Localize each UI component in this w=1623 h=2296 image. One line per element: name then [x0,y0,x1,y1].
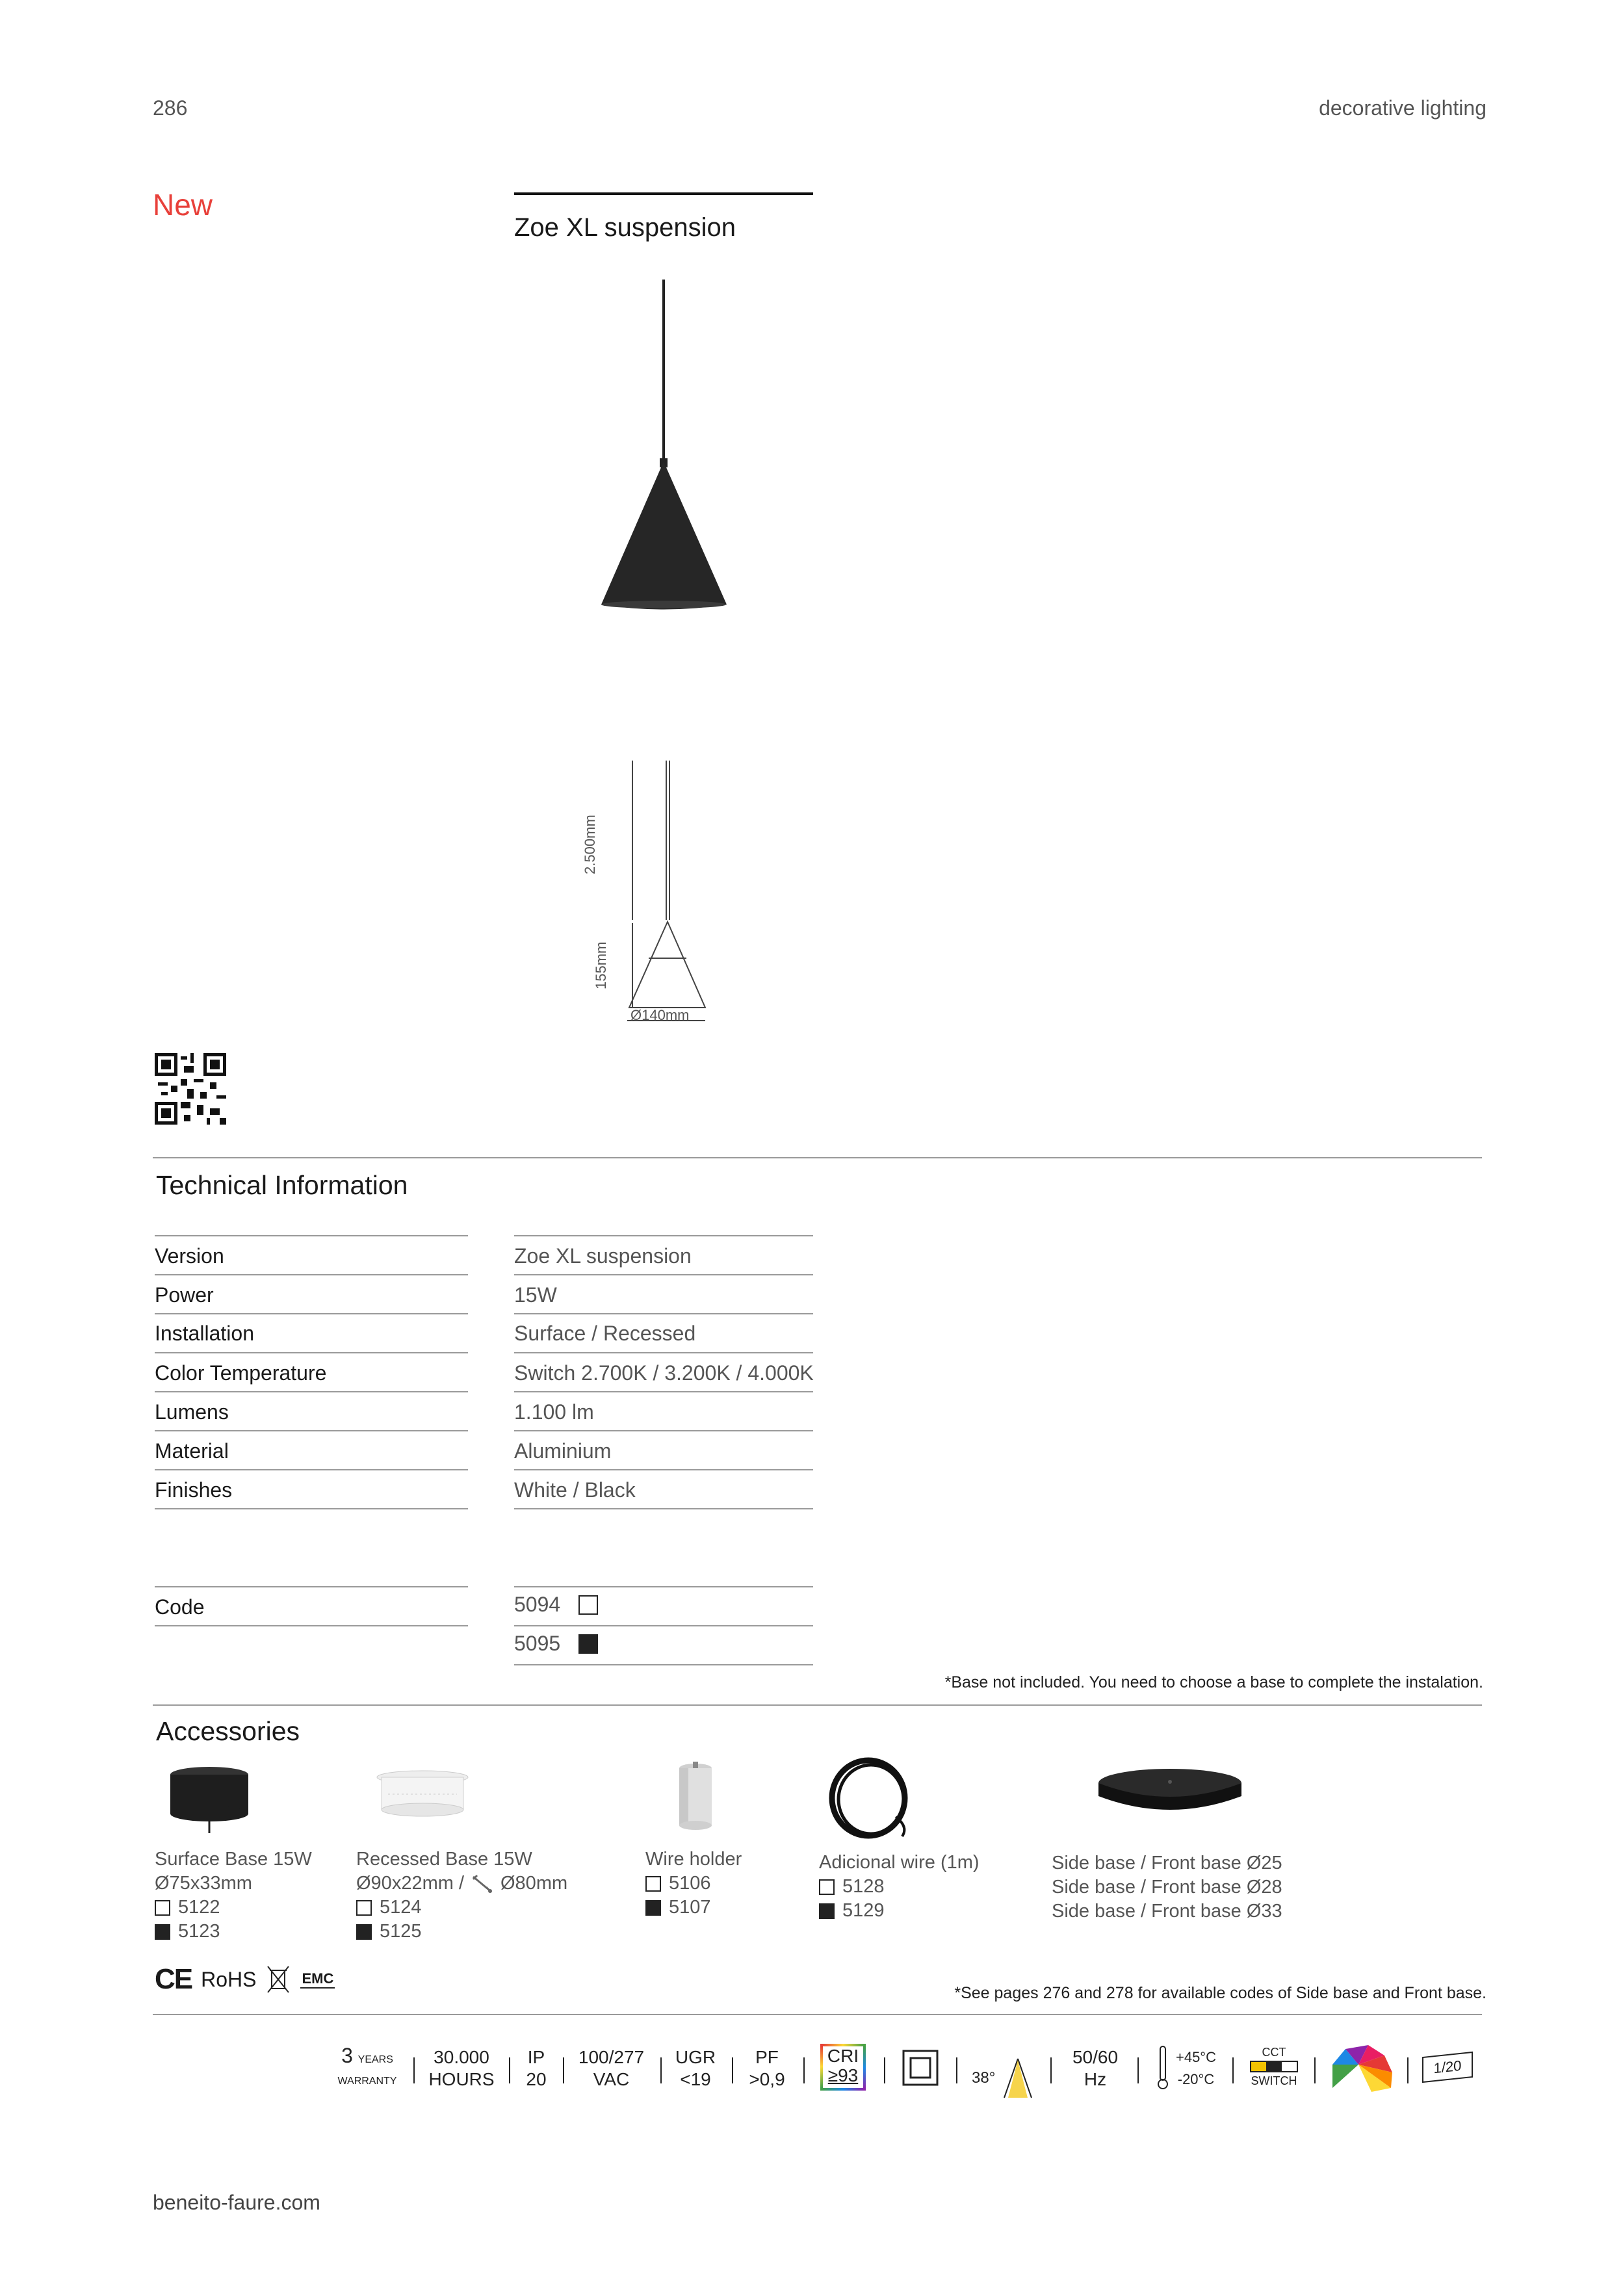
code-row [819,1899,980,1923]
temp-min: -20°C [1177,2071,1215,2087]
spec-label: Version [155,1244,224,1268]
cct-switch-label: SWITCH [1251,2074,1297,2087]
code-number: 5106 [669,1873,711,1894]
temp-max: +45°C [1175,2049,1216,2065]
cct-switch-icon [1250,2061,1298,2072]
separator [803,2057,805,2083]
separator [884,2057,885,2083]
beam-value: 38° [972,2069,996,2087]
surface-base-info [155,1847,312,1944]
code-row [155,1896,312,1920]
dims-text: Ø90x22mm / [356,1873,464,1894]
product-image [585,273,741,611]
black-finish-swatch [155,1924,170,1940]
base-note: *Base not included. You need to choose a base to complete the instalation. [944,1673,1483,1691]
frequency-value: 50/60 [1072,2047,1119,2067]
hours-number: 30.000 [434,2047,489,2067]
pf-label: PF [755,2047,779,2067]
code-number: 5095 [514,1632,561,1655]
wire-coil-image [824,1755,915,1843]
wire-holder-image [673,1762,718,1833]
separator [1407,2057,1409,2083]
ugr-value: <19 [680,2069,711,2089]
ugr-badge [669,2046,721,2091]
separator [956,2057,957,2083]
spec-value: White / Black [514,1478,636,1502]
code-row [819,1875,980,1899]
accessory-line: Side base / Front base Ø28 [1052,1877,1282,1898]
spec-label: Finishes [155,1478,233,1502]
white-finish-swatch [578,1595,598,1615]
spec-value: Switch 2.700K / 3.200K / 4.000K [514,1361,814,1385]
spec-rule [514,1391,813,1392]
white-finish-swatch [645,1876,661,1892]
voltage-badge [571,2046,652,2091]
recessed-base-info [356,1847,567,1944]
weee-bin-icon [265,1964,291,1995]
color-fan-icon [1326,2041,1397,2093]
separator [509,2057,510,2083]
new-badge: New [153,188,213,222]
beam-angle [972,2057,1050,2099]
pack-box-icon [1422,2052,1473,2083]
spec-rule [514,1469,813,1470]
spec-label: Installation [155,1322,254,1345]
pages-note: *See pages 276 and 278 for available codes of Side base and Front base. [954,1984,1487,2002]
class-ii-icon [902,2050,939,2086]
spec-label: Lumens [155,1400,229,1424]
black-finish-swatch [819,1903,835,1919]
voltage-unit: VAC [593,2069,630,2089]
black-finish-swatch [356,1924,372,1940]
website-link[interactable]: beneito-faure.com [153,2191,320,2214]
white-finish-swatch [155,1900,170,1916]
spec-rule [155,1391,468,1392]
code-number: 5107 [669,1897,711,1918]
separator [1314,2057,1316,2083]
white-finish-swatch [356,1900,372,1916]
spec-label: Color Temperature [155,1361,327,1385]
side-base-info [1052,1851,1282,1924]
voltage-value: 100/277 [578,2047,645,2067]
code-row [356,1896,567,1920]
accessory-name: Recessed Base 15W [356,1849,532,1870]
wire-holder-info [645,1847,742,1920]
spec-rule [155,1313,468,1314]
warranty-badge [335,2046,400,2091]
code-black [514,1632,598,1656]
thermometer-icon [1156,2045,1170,2091]
temperature-range [1170,2046,1222,2091]
spec-label: Power [155,1283,214,1307]
separator [1232,2057,1234,2083]
code-label: Code [155,1595,205,1619]
beam-angle-icon [1000,2057,1035,2099]
spec-rule [155,1469,468,1470]
cct-switch-badge [1241,2045,1306,2088]
cct-label: CCT [1262,2046,1286,2059]
accessories-heading: Accessories [156,1716,300,1746]
spec-rule [514,1235,813,1236]
cut-out-text: Ø80mm [500,1873,568,1894]
ce-mark: CE [155,1963,192,1995]
ugr-label: UGR [675,2047,716,2067]
code-rule [514,1664,813,1665]
spec-rule [155,1352,468,1353]
accessory-dims: Ø75x33mm [155,1873,252,1894]
accessory-dims [356,1872,567,1896]
code-row [645,1896,742,1920]
section-divider [153,1157,1482,1158]
hours-badge [426,2046,497,2091]
separator [563,2057,564,2083]
spec-value: Zoe XL suspension [514,1244,692,1268]
cri-value: ≥93 [827,2065,859,2085]
code-rule [155,1625,468,1626]
code-number: 5122 [178,1897,220,1918]
spec-rule [155,1430,468,1431]
code-number: 5123 [178,1921,220,1942]
surface-base-image [166,1763,253,1834]
white-finish-swatch [819,1879,835,1895]
side-base-image [1092,1765,1248,1823]
code-rule [514,1625,813,1626]
rohs-mark: RoHS [201,1967,257,1991]
separator [660,2057,662,2083]
dimension-height: 155mm [593,941,609,989]
black-finish-swatch [645,1900,661,1916]
pack-quantity: 1/20 [1433,2057,1462,2077]
dimension-cable: 2.500mm [582,815,598,874]
spec-value: Surface / Recessed [514,1322,696,1345]
code-row [356,1920,567,1944]
qr-code[interactable] [155,1053,226,1125]
code-number: 5125 [380,1921,422,1942]
page-number: 286 [153,96,188,120]
ip-badge [517,2046,556,2091]
certifications [155,1963,335,1996]
cri-badge [820,2044,866,2091]
section-divider [153,2014,1482,2015]
accessory-line: Side base / Front base Ø33 [1052,1901,1282,1922]
technical-drawing [572,754,728,1040]
spec-label: Material [155,1439,229,1463]
spec-rule [155,1508,468,1509]
hours-word: HOURS [428,2069,495,2089]
accessory-name: Wire holder [645,1849,742,1870]
product-title: Zoe XL suspension [514,213,736,242]
frequency-unit: Hz [1084,2069,1107,2089]
code-rule [514,1586,813,1587]
spec-value: 15W [514,1283,557,1307]
technical-heading: Technical Information [156,1170,408,1200]
code-row [645,1872,742,1896]
spec-rule [514,1313,813,1314]
section-divider [153,1704,1482,1706]
ip-value: 20 [526,2069,547,2089]
section-title: decorative lighting [1319,96,1487,120]
code-rule [155,1586,468,1587]
pf-value: >0,9 [749,2069,785,2089]
separator [1137,2057,1139,2083]
spec-rule [514,1274,813,1275]
separator [413,2057,415,2083]
cri-label: CRI [827,2046,859,2066]
accessory-name: Adicional wire (1m) [819,1852,980,1873]
warranty-years: YEARS [357,2054,393,2065]
ip-label: IP [527,2047,545,2067]
warranty-word: WARRANTY [337,2076,397,2087]
code-white [514,1593,598,1617]
accessory-name: Surface Base 15W [155,1849,312,1870]
pf-badge [741,2046,793,2091]
spec-rule [514,1352,813,1353]
warranty-number: 3 [341,2044,353,2067]
emc-mark: EMC [300,1970,335,1989]
spec-value: 1.100 lm [514,1400,594,1424]
recessed-base-image [374,1768,471,1827]
code-number: 5094 [514,1593,561,1616]
separator [732,2057,733,2083]
spec-rule [514,1430,813,1431]
dimension-diameter: Ø140mm [630,1007,690,1023]
accessory-line: Side base / Front base Ø25 [1052,1853,1282,1873]
cutting-tool-icon [471,1874,494,1894]
code-number: 5129 [842,1900,885,1921]
code-number: 5128 [842,1876,885,1897]
code-number: 5124 [380,1897,422,1918]
title-rule [514,192,813,195]
code-row [155,1920,312,1944]
spec-rule [155,1235,468,1236]
spec-rule [155,1274,468,1275]
spec-value: Aluminium [514,1439,612,1463]
wire-info [819,1851,980,1923]
separator [1050,2057,1052,2083]
frequency-badge [1063,2046,1128,2091]
black-finish-swatch [578,1634,598,1654]
spec-rule [514,1508,813,1509]
